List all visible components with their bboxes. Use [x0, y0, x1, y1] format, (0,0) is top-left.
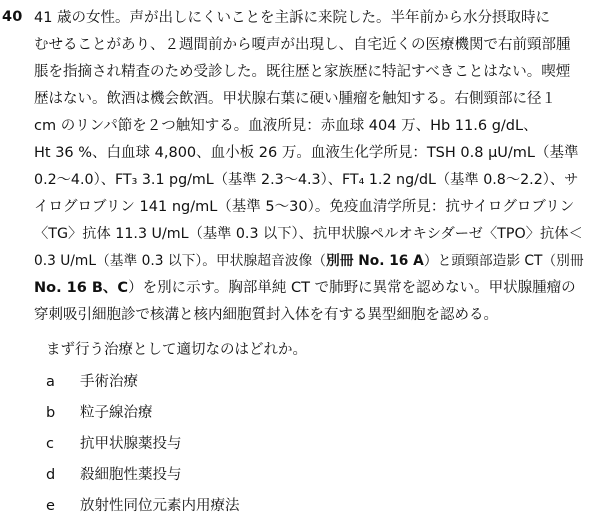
question-prompt: まず行う治療として適切なのはどれか。 — [46, 342, 307, 358]
question-text-line: むせることがあり、２週間前から嗄声が出現し、自宅近くの医療機関で右前頸部腫 — [34, 37, 571, 53]
choice-text: 殺細胞性薬投与 — [80, 467, 182, 483]
choice-letter: e — [46, 498, 55, 514]
question-text-line: cm のリンパ節を２つ触知する。血液所見：赤血球 404 万、Hb 11.6 g/dL、 — [34, 118, 538, 134]
choice-text: 手術治療 — [80, 374, 138, 390]
question-text-line: 歴はない。飲酒は機会飲酒。甲状腺右葉に硬い腫瘤を触知する。右側頸部に径１ — [34, 91, 556, 107]
question-text-line: 0.3 U/mL（基準 0.3 以下）。甲状腺超音波像（別冊 No. 16 A）と頭頸部造影 CT（別冊 — [34, 253, 584, 269]
choice-text: 放射性同位元素内用療法 — [80, 498, 240, 514]
question-number: 40 — [2, 9, 23, 25]
answer-choice-c[interactable] — [46, 434, 182, 454]
question-text-line: 〈TG〉抗体 11.3 U/mL（基準 0.3 以下）、抗甲状腺ペルオキシダーゼ〈TPO〉抗体＜ — [34, 226, 583, 242]
choice-letter: a — [46, 374, 55, 390]
question-text-line: No. 16 B、C）を別に示す。胸部単純 CT で肺野に異常を認めない。甲状腺腫瘤の — [34, 280, 576, 296]
answer-choice-e[interactable] — [46, 496, 240, 516]
choice-letter: d — [46, 467, 56, 483]
question-text-line: Ht 36 %、白血球 4,800、血小板 26 万。血液生化学所見：TSH 0.8 μU/mL（基準 — [34, 145, 579, 161]
choice-text: 抗甲状腺薬投与 — [80, 436, 182, 452]
choice-letter: b — [46, 405, 56, 421]
answer-choice-d[interactable] — [46, 465, 182, 485]
question-text-line: 脹を指摘され精査のため受診した。既往歴と家族歴に特記すべきことはない。喫煙 — [34, 64, 571, 80]
choice-letter: c — [46, 436, 54, 452]
question-text-line: 0.2〜4.0）、FT₃ 3.1 pg/mL（基準 2.3〜4.3）、FT₄ 1.2 ng/dL（基準 0.8〜2.2）、サ — [34, 172, 579, 188]
question-text-line: 41 歳の女性。声が出しにくいことを主訴に来院した。半年前から水分摂取時に — [34, 10, 551, 26]
choice-text: 粒子線治療 — [80, 405, 153, 421]
question-text-line: 穿刺吸引細胞診で核溝と核内細胞質封入体を有する異型細胞を認める。 — [34, 307, 498, 323]
answer-choice-a[interactable] — [46, 372, 138, 392]
answer-choice-b[interactable] — [46, 403, 153, 423]
question-text-line: イログロブリン 141 ng/mL（基準 5〜30）。免疫血清学所見：抗サイログロブリン — [34, 199, 575, 215]
